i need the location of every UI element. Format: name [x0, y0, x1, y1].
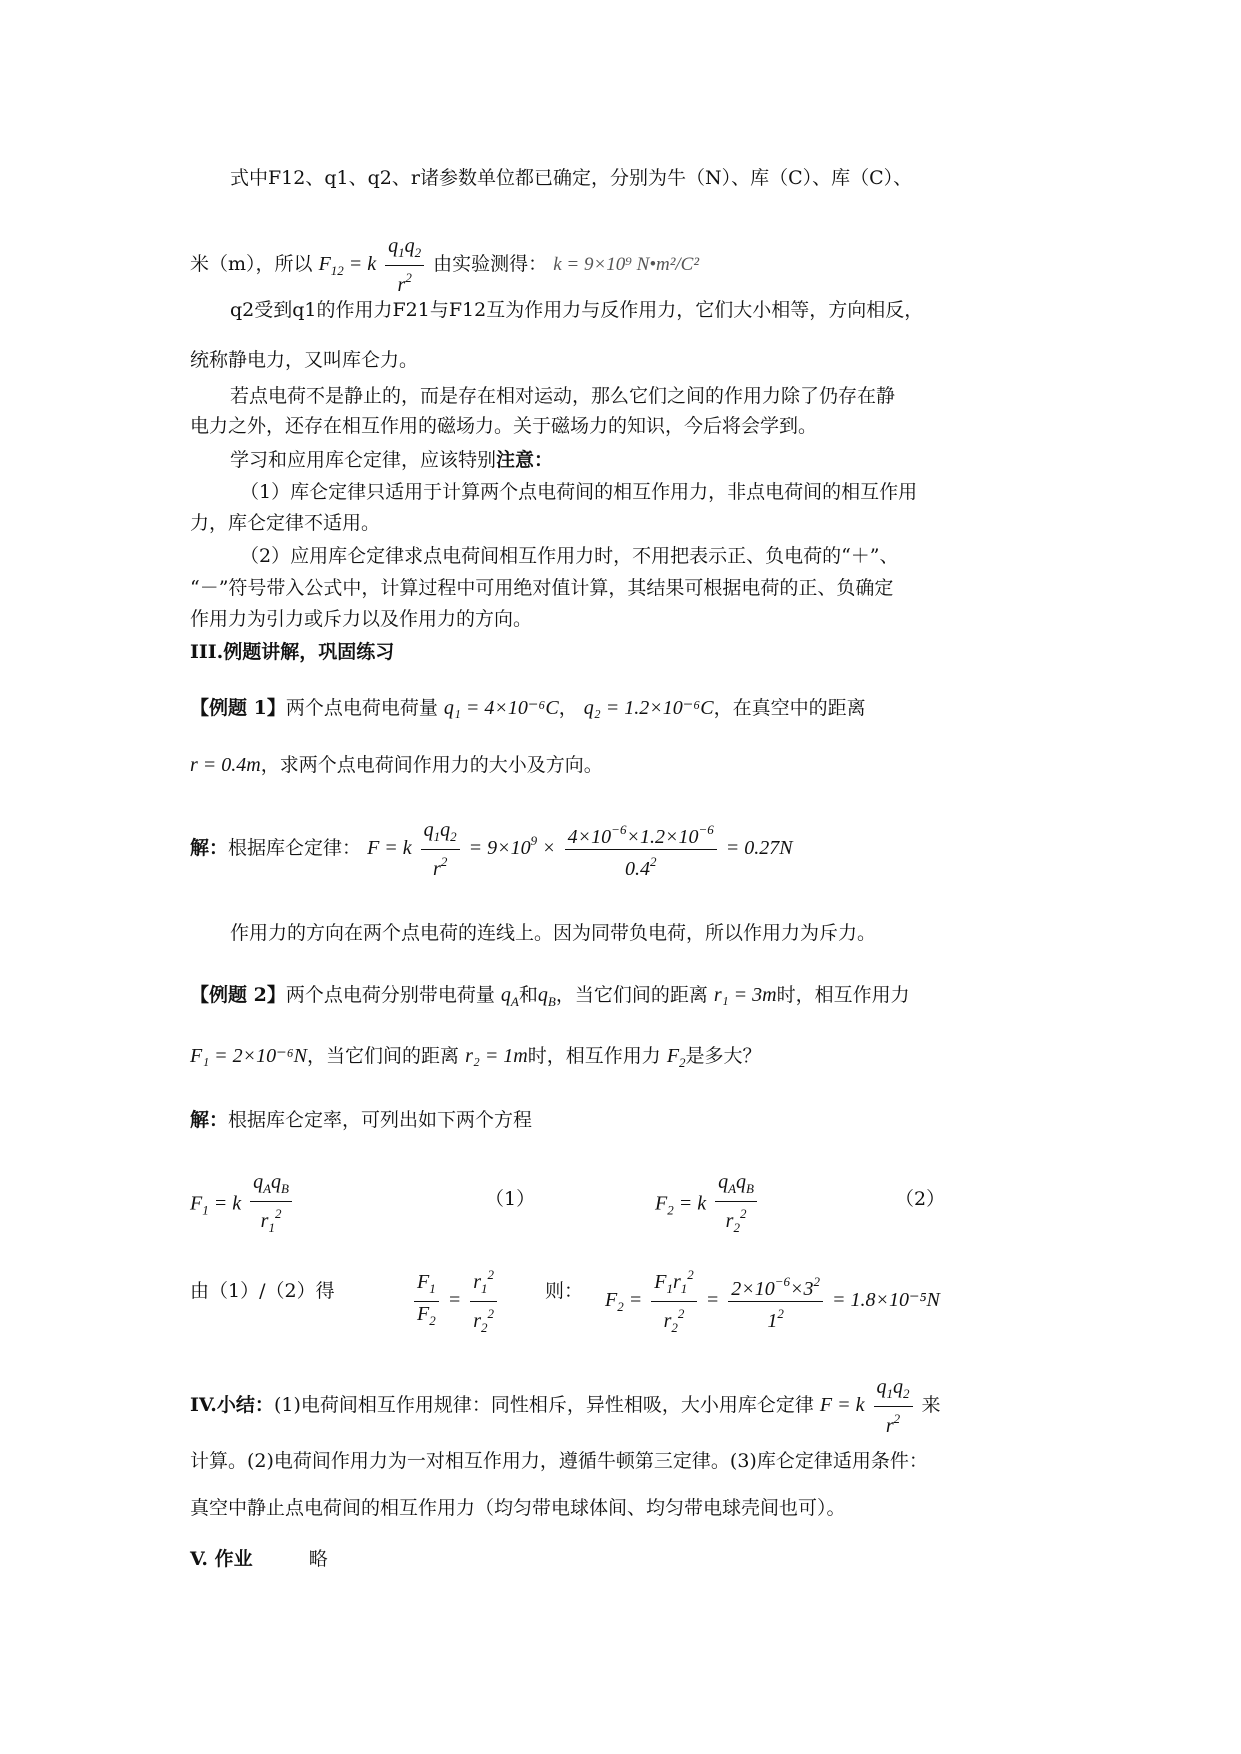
paragraph-text: 由（1）/（2）得 — [190, 1280, 335, 1302]
text-line — [190, 575, 893, 601]
distance-r2: r₂ = 1m — [465, 1045, 528, 1067]
text-line — [190, 1375, 941, 1438]
charge-qA: $q_A$ — [500, 984, 519, 1009]
paragraph-text: ，求两个点电荷间作用力的大小及方向。 — [260, 754, 603, 776]
charge-q1: q₁ = 4×10⁻⁶C — [443, 697, 559, 719]
paragraph-text: 两个点电荷分别带电荷量 — [285, 984, 495, 1006]
solution-label: 解： — [190, 837, 229, 860]
final-result: = 1.8×10⁻⁵N — [832, 1289, 940, 1312]
force-F1: F₁ = 2×10⁻⁶N — [190, 1045, 308, 1067]
text-line — [230, 383, 895, 409]
ratio-equation: $\frac{F_1}{F_2}$ = $\frac{r_1^2}{r_2^2}$ — [410, 1263, 501, 1340]
text-line — [190, 606, 532, 632]
text-line — [190, 234, 699, 297]
text-line — [230, 920, 876, 946]
paragraph-text: （1）库仑定律只适用于计算两个点电荷间的相互作用力，非点电荷间的相互作用 — [240, 481, 918, 503]
text-line — [190, 982, 910, 1015]
solution-result: = 0.27N — [725, 837, 793, 860]
text-line — [240, 543, 899, 569]
paragraph-text: 米（m），所以 — [190, 253, 313, 276]
paragraph-text: 来 — [921, 1394, 941, 1417]
text-line — [190, 1043, 762, 1076]
paragraph-text: q2受到q1的作用力F21与F12互为作用力与反作用力，它们大小相等，方向相反， — [230, 299, 924, 321]
paragraph-text: 学习和应用库仑定律，应该特别 — [230, 449, 497, 471]
paragraph-text: 作用力为引力或斥力以及作用力的方向。 — [190, 608, 533, 630]
paragraph-text: 由实验测得： — [433, 253, 548, 276]
text-line — [190, 510, 380, 536]
paragraph-text: (1)电荷间相互作用规律：同性相斥，异性相吸，大小用库仑定律 — [273, 1394, 814, 1417]
text-line — [230, 447, 553, 473]
distance-r: r = 0.4m — [190, 754, 261, 776]
force-F2: $F_2$ — [666, 1045, 686, 1070]
solution-equation: F = k $\frac{q_1q_2}{r^2}$ = $9\times 10^9$ × $\frac{4\times 10^{-6}\times 1.2\times 10^{-6}}{0.4^2}$ — [367, 837, 726, 859]
paragraph-text: 时，相互作用力 — [527, 1045, 661, 1067]
paragraph-text: ，当它们间的距离 — [555, 984, 708, 1006]
equation-1: $F_1 = k$ $\frac{q_Aq_B}{r_1^2}$ — [190, 1170, 296, 1240]
paragraph-text: 式中F12、q1、q2、r诸参数单位都已确定，分别为牛（N）、库（C）、库（C）、 — [230, 167, 913, 189]
paragraph-text: ，在真空中的距离 — [713, 697, 866, 719]
text-line — [240, 479, 917, 505]
text-line — [230, 297, 923, 323]
paragraph-text: 计算。(2)电荷间作用力为一对相互作用力，遵循牛顿第三定律。(3)库仑定律适用条件： — [190, 1450, 928, 1472]
constant-k: k = 9×10⁹ N•m²/C² — [553, 254, 700, 276]
paragraph-text: 作用力的方向在两个点电荷的连线上。因为同带负电荷，所以作用力为斥力。 — [230, 922, 877, 944]
text-line — [230, 165, 912, 191]
text-line — [190, 413, 817, 439]
text-line — [190, 1448, 928, 1474]
emphasis-text: 注意： — [496, 449, 554, 471]
final-equation: $F_2$ = $\frac{F_1r_1^2}{r_2^2}$ = $\frac{2\times 10^{-6}\times 3^2}{1^2}$ = 1.8×10⁻⁵N — [605, 1263, 940, 1340]
paragraph-text: “－”符号带入公式中，计算过程中可用绝对值计算，其结果可根据电荷的正、负确定 — [190, 577, 894, 599]
text-line — [190, 347, 418, 373]
paragraph-text: 统称静电力，又叫库仑力。 — [190, 349, 419, 371]
text-line — [190, 1278, 335, 1304]
paragraph-text: 和 — [518, 984, 538, 1006]
charge-q2: q₂ = 1.2×10⁻⁶C — [583, 697, 714, 719]
equation-number: （2） — [895, 1188, 946, 1210]
equation-number: （1） — [485, 1188, 536, 1210]
text-line — [190, 695, 866, 721]
paragraph-text: 若点电荷不是静止的，而是存在相对运动，那么它们之间的作用力除了仍存在静 — [230, 385, 896, 407]
paragraph-text: 根据库仑定律： — [228, 837, 362, 860]
paragraph-text: 根据库仑定率，可列出如下两个方程 — [228, 1109, 533, 1131]
section-heading-text: III.例题讲解，巩固练习 — [190, 641, 395, 663]
charge-qB: $q_B$ — [537, 984, 556, 1009]
equation-2: $F_2 = k$ $\frac{q_Aq_B}{r_2^2}$ — [655, 1170, 761, 1240]
distance-r1: r₁ = 3m — [713, 984, 777, 1006]
text-line — [545, 1278, 583, 1304]
section-heading — [190, 639, 394, 665]
coulomb-formula: $F_{12} = k$ $\frac{q_1q_2}{r^2}$ — [319, 253, 434, 275]
paragraph-text: 力，库仑定律不适用。 — [190, 512, 381, 534]
paragraph-text: 电力之外，还存在相互作用的磁场力。关于磁场力的知识，今后将会学到。 — [190, 415, 818, 437]
summary-formula: F = k $\frac{q_1q_2}{r^2}$ — [820, 1394, 922, 1416]
text-line — [190, 818, 793, 881]
text-line — [190, 1107, 532, 1133]
text-line — [190, 1546, 328, 1572]
text-line — [190, 1495, 846, 1521]
paragraph-text: 则： — [545, 1280, 584, 1302]
example-label: 【例题 2】 — [190, 984, 286, 1006]
section-heading: IV.小结： — [190, 1394, 274, 1417]
paragraph-text: 时，相互作用力 — [776, 984, 910, 1006]
paragraph-text: 是多大？ — [685, 1045, 762, 1067]
example-label: 【例题 1】 — [190, 697, 286, 719]
section-heading: V. 作业 — [190, 1548, 253, 1570]
paragraph-text: 真空中静止点电荷间的相互作用力（均匀带电球体间、均匀带电球壳间也可）。 — [190, 1497, 846, 1519]
paragraph-text: ，当它们间的距离 — [307, 1045, 460, 1067]
paragraph-text: 略 — [308, 1548, 328, 1570]
paragraph-text: 两个点电荷电荷量 — [285, 697, 438, 719]
solution-label: 解： — [190, 1109, 229, 1131]
text-line — [190, 752, 603, 778]
paragraph-text: ， — [558, 697, 578, 719]
paragraph-text: （2）应用库仑定律求点电荷间相互作用力时，不用把表示正、负电荷的“＋”、 — [240, 545, 899, 567]
